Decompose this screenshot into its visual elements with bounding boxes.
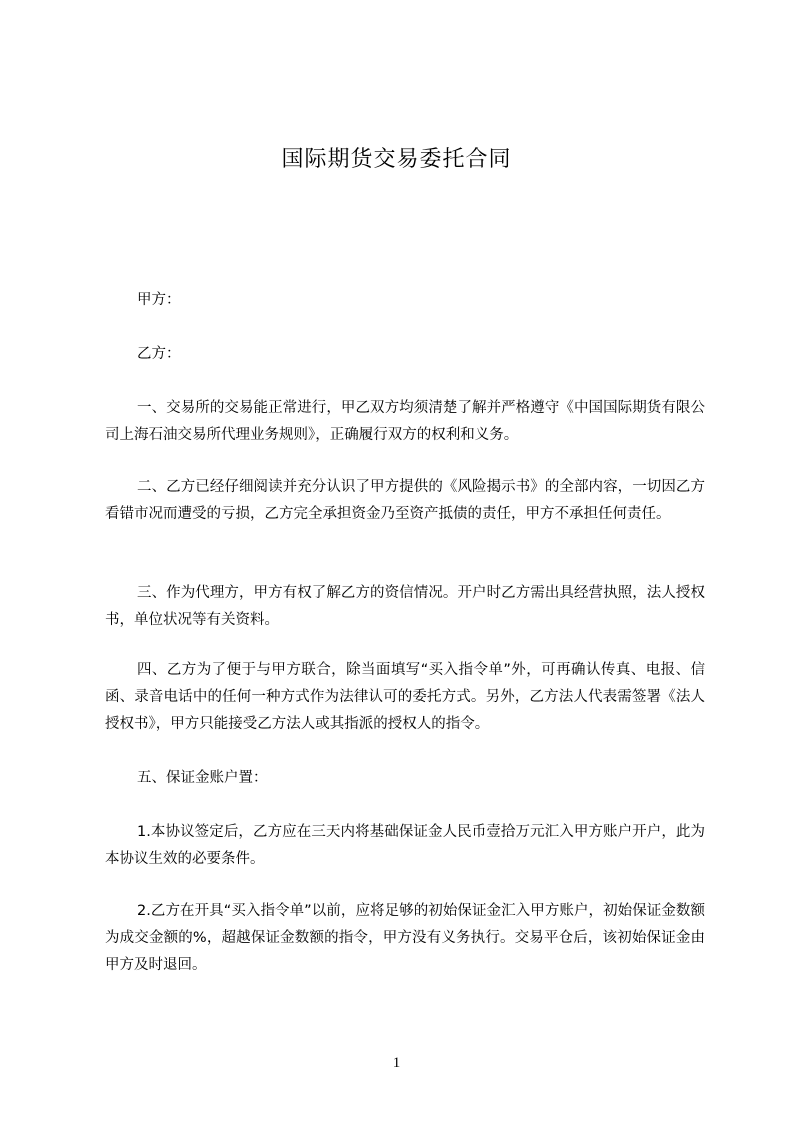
clause-4: 四、乙方为了便于与甲方联合，除当面填写“买入指令单”外，可再确认传真、电报、信函、录音电话中的任何一种方式作为法律认可的委托方式。另外，乙方法人代表需签署《法人授权书》，甲方只能接受乙方法人或其指派的授权人的指令。 bbox=[105, 662, 705, 732]
party-a-label: 甲方： bbox=[137, 292, 181, 308]
clause-5-item-2: 2.乙方在开具“买入指令单”以前，应将足够的初始保证金汇入甲方账户，初始保证金数额为成交金额的%，超越保证金数额的指令，甲方没有义务执行。交易平仓后，该初始保证金由甲方及时退回。 bbox=[105, 903, 705, 973]
clause-2: 二、乙方已经仔细阅读并充分认识了甲方提供的《风险揭示书》的全部内容，一切因乙方看错市况而遭受的亏损，乙方完全承担资金乃至资产抵债的责任，甲方不承担任何责任。 bbox=[105, 479, 705, 522]
clause-5-heading: 五、保证金账户置： bbox=[137, 770, 268, 786]
clause-3: 三、作为代理方，甲方有权了解乙方的资信情况。开户时乙方需出具经营执照，法人授权书，单位状况等有关资料。 bbox=[105, 585, 705, 628]
page-number: 1 bbox=[392, 1055, 401, 1071]
clause-5-item-1: 1.本协议签定后，乙方应在三天内将基础保证金人民币壹拾万元汇入甲方账户开户，此为本协议生效的必要条件。 bbox=[105, 824, 705, 867]
party-b-label: 乙方： bbox=[137, 346, 181, 362]
document-title: 国际期货交易委托合同 bbox=[281, 147, 512, 172]
clause-1: 一、交易所的交易能正常进行，甲乙双方均须清楚了解并严格遵守《中国国际期货有限公司上海石油交易所代理业务规则》，正确履行双方的权利和义务。 bbox=[105, 400, 705, 443]
